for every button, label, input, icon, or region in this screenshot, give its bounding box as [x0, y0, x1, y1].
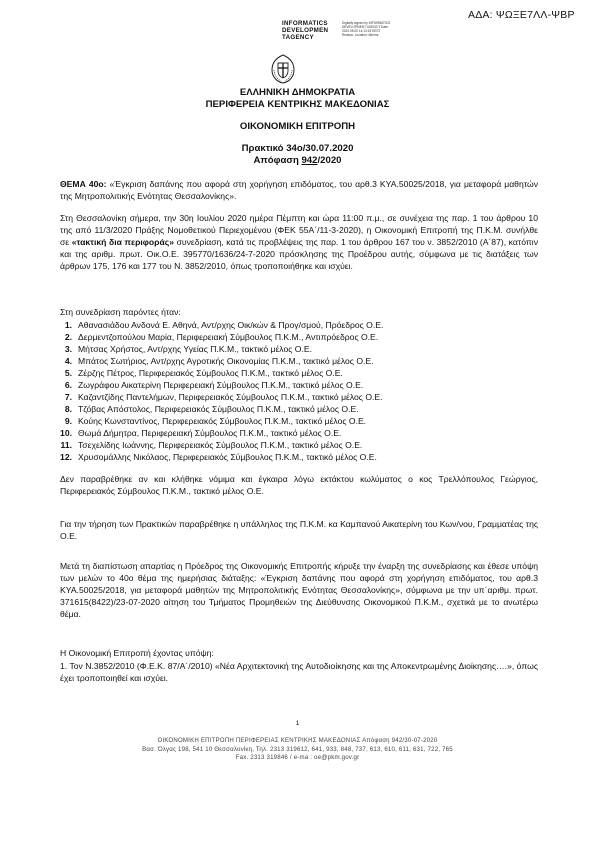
- member-number: 8.: [64, 404, 72, 414]
- member-number: 7.: [64, 392, 72, 402]
- member-row: [60, 379, 530, 391]
- intro-paragraph: [60, 212, 538, 272]
- footer: [0, 737, 595, 763]
- member-text: Αθανασιάδου Ανδονά Ε. Αθηνά, Αντ/ρχης Οικ/κών & Προγ/σμού, Πρόεδρος Ο.Ε.: [78, 320, 384, 330]
- subject-label: ΘΕΜΑ 40ο:: [60, 179, 107, 189]
- decision-no: 942: [301, 155, 318, 166]
- page-number: 1: [295, 720, 300, 727]
- decision-prefix: Απόφαση: [253, 155, 302, 166]
- member-row: [60, 343, 530, 355]
- member-text: Μήτσας Χρήστος, Αντ/ρχης Υγείας Π.Κ.Μ., τακτικό μέλος Ο.Ε.: [78, 344, 312, 354]
- members-list: [60, 319, 530, 463]
- member-row: [60, 415, 530, 427]
- start-paragraph: Μετά τη διαπίστωση απαρτίας η Πρόεδρος της Οικονομικής Επιτροπής κήρυξε την έναρξη της συνεδρίασης και έθεσε υπόψη των μελών το 40ο θέμα της ημερήσιας διάταξης: «Έγκριση δαπάνης που αφορά στη χορήγηση επιδόματος, του αρθ.3 ΚΥΑ.50025/2018, για μεταφορά μαθητών της Μητροπολιτικής Ενότητας Θεσσαλονίκης», σύμφωνα με την υπ΄αριθμ. πρωτ. 371615(8422)/23-07-2020 αίτηση του Τμήματος Προμηθειών της Διεύθυνσης Οικονομικού Π.Κ.Μ., σχετικά με το ανωτέρω θέμα.: [60, 561, 538, 620]
- member-row: [60, 355, 530, 367]
- subject-paragraph: [60, 178, 538, 202]
- signature-details: Digitally signed by INFORMATICS DEVELOPMENT AGENCY Date: 2020.08.05 14:13:15 EEST Reason: Location: Athens: [342, 21, 391, 37]
- member-text: Θωμά Δήμητρα, Περιφερειακή Σύμβουλος Π.Κ.Μ., τακτικό μέλος Ο.Ε.: [78, 428, 342, 438]
- footer-line: ΟΙΚΟΝΟΜΙΚΗ ΕΠΙΤΡΟΠΗ ΠΕΡΙΦΕΡΕΙΑΣ ΚΕΝΤΡΙΚΗΣ ΜΑΚΕΔΟΝΙΑΣ Απόφαση 942/30-07-2020: [157, 737, 438, 744]
- member-number: 9.: [64, 416, 72, 426]
- logo-line: DEVELOPMEN: [282, 27, 329, 35]
- member-number: 2.: [64, 332, 72, 342]
- member-text: Κούης Κωνσταντίνος, Περιφερειακός Σύμβουλος Π.Κ.Μ., τακτικό μέλος Ο.Ε.: [78, 416, 367, 426]
- law-paragraph: 1. Τον Ν.3852/2010 (Φ.Ε.Κ. 87/Α΄/2010) «Νέα Αρχιτεκτονική της Αυτοδιοίκησης και της Αποκεντρωμένης Διοίκησης….», όπως έχει τροποποιηθεί και ισχύει.: [60, 661, 538, 684]
- intro-c: συνεδρίαση, κατά τις προβλέψεις της παρ. 1 του άρθρου 167 του ν. 3852/2010 (Α΄87), κατόπιν και της αριθμ. πρωτ. Οικ.Ο.Ε. 395770/1636/24-7-2020 πρόσκλησης της Προέδρου αυτής, σύμφωνα με τις διατάξεις των άρθρων 175, 176 και 177 του Ν. 3852/2010, όπως τροποποιήθηκε και ισχύει.: [60, 237, 538, 272]
- subject-text: «Έγκριση δαπάνης που αφορά στη χορήγηση επιδόματος, του αρθ.3 ΚΥΑ.50025/2018, για μεταφορά μαθητών της Μητροπολιτικής Ενότητας Θεσσαλονίκης».: [60, 179, 539, 202]
- member-number: 11.: [60, 440, 72, 450]
- footer-line: Βασ. Όλγας 198, 541 10 Θεσσαλονίκη, Τηλ. 2313 319612, 641, 933, 848, 737, 613, 610, 611, 631, 722, 765: [142, 745, 453, 753]
- member-text: Μπάτος Σωτήριος, Αντ/ρχης Αγροτικής Οικονομίας Π.Κ.Μ., τακτικό μέλος Ο.Ε.: [78, 356, 374, 366]
- member-row: [60, 391, 530, 403]
- member-text: Τζόβας Απόστολος, Περιφερειακός Σύμβουλος Π.Κ.Μ., τακτικό μέλος Ο.Ε.: [78, 404, 359, 414]
- member-number: 3.: [64, 344, 72, 354]
- member-row: [60, 427, 530, 439]
- member-number: 12.: [60, 452, 72, 462]
- decision-number: [0, 155, 595, 166]
- member-row: [60, 367, 530, 379]
- member-text: Τσεχελίδης Ιωάννης, Περιφερειακός Σύμβουλος Π.Κ.Μ., τακτικό μέλος Ο.Ε.: [78, 440, 363, 450]
- header-republic: ΕΛΛΗΝΙΚΗ ΔΗΜΟΚΡΑΤΙΑ: [239, 87, 356, 98]
- member-number: 6.: [64, 380, 72, 390]
- member-row: [60, 439, 530, 451]
- minutes-number: Πρακτικό 34ο/30.07.2020: [241, 143, 354, 154]
- intro-a: Στη Θεσσαλονίκη σήμερα, την 30η Ιουλίου 2020 ημέρα Πέμπτη και ώρα 11:00 π.μ., σε συνέχεια της παρ. 1 του άρθρου 10 της από 11/3/2020 Πράξης Νομοθετικού Περιεχομένου (ΦΕΚ 55Α΄/11-3-2020), η Οικονομική Επιτροπή της Π.Κ.Μ. συνήλθε σε: [60, 213, 538, 248]
- member-text: Χρυσομάλλης Νικόλαος, Περιφερειακός Σύμβουλος Π.Κ.Μ., τακτικό μέλος Ο.Ε.: [78, 452, 377, 462]
- member-row: [60, 403, 530, 415]
- present-intro: Στη συνεδρίαση παρόντες ήταν:: [60, 307, 181, 317]
- absent-paragraph: Δεν παραβρέθηκε αν και κλήθηκε νόμιμα και έγκαιρα λόγω εκτάκτου κωλύματος ο κος Τρελλόπουλος Γεώργιος, Περιφερειακός Σύμβουλος Π.Κ.Μ., τακτικό μέλος Ο.Ε.: [60, 474, 538, 497]
- header-committee: ΟΙΚΟΝΟΜΙΚΗ ΕΠΙΤΡΟΠΗ: [239, 121, 356, 132]
- member-text: Καζαντζίδης Παντελήμων, Περιφερειακός Σύμβουλος Π.Κ.Μ., τακτικό μέλος Ο.Ε.: [78, 392, 383, 402]
- having-paragraph: Η Οικονομική Επιτροπή έχοντας υπόψη:: [60, 648, 214, 658]
- member-row: [60, 451, 530, 463]
- clerk-paragraph: Για την τήρηση των Πρακτικών παραβρέθηκε η υπάλληλος της Π.Κ.Μ. κα Καμπανού Αικατερίνη του Κων/νου, Γραμματέας της Ο.Ε.: [60, 519, 538, 542]
- member-text: Ζέρζης Πέτρος, Περιφερειακός Σύμβουλος Π.Κ.Μ., τακτικό μέλος Ο.Ε.: [78, 368, 343, 378]
- member-number: 4.: [64, 356, 72, 366]
- member-text: Ζωγράφου Αικατερίνη Περιφερειακή Σύμβουλος Π.Κ.Μ., τακτικό μέλος Ο.Ε.: [78, 380, 364, 390]
- logo-line: TAGENCY: [282, 34, 314, 42]
- member-text: Δερμεντζοπούλου Μαρία, Περιφερειακή Σύμβουλος Π.Κ.Μ., Αντιπρόεδρος Ο.Ε.: [78, 332, 379, 342]
- member-number: 1.: [64, 320, 72, 330]
- signature-logo-text: [282, 20, 328, 42]
- member-row: [60, 319, 530, 331]
- member-row: [60, 331, 530, 343]
- decision-suffix: /2020: [317, 155, 342, 166]
- intro-b: «τακτική δια περιφοράς»: [71, 237, 175, 248]
- footer-line: Fax. 2313 319846 / e-ma : oe@pkm.gov.gr: [235, 754, 360, 761]
- logo-line: INFORMATICS: [282, 20, 328, 27]
- greek-emblem-icon: [268, 54, 298, 84]
- header-region: ΠΕΡΙΦΕΡΕΙΑ ΚΕΝΤΡΙΚΗΣ ΜΑΚΕΔΟΝΙΑΣ: [205, 99, 390, 110]
- ada-code: ΑΔΑ: ΨΩΞΕ7ΛΛ-ΨΒΡ: [468, 9, 575, 21]
- member-number: 10.: [60, 428, 72, 438]
- member-number: 5.: [64, 368, 72, 378]
